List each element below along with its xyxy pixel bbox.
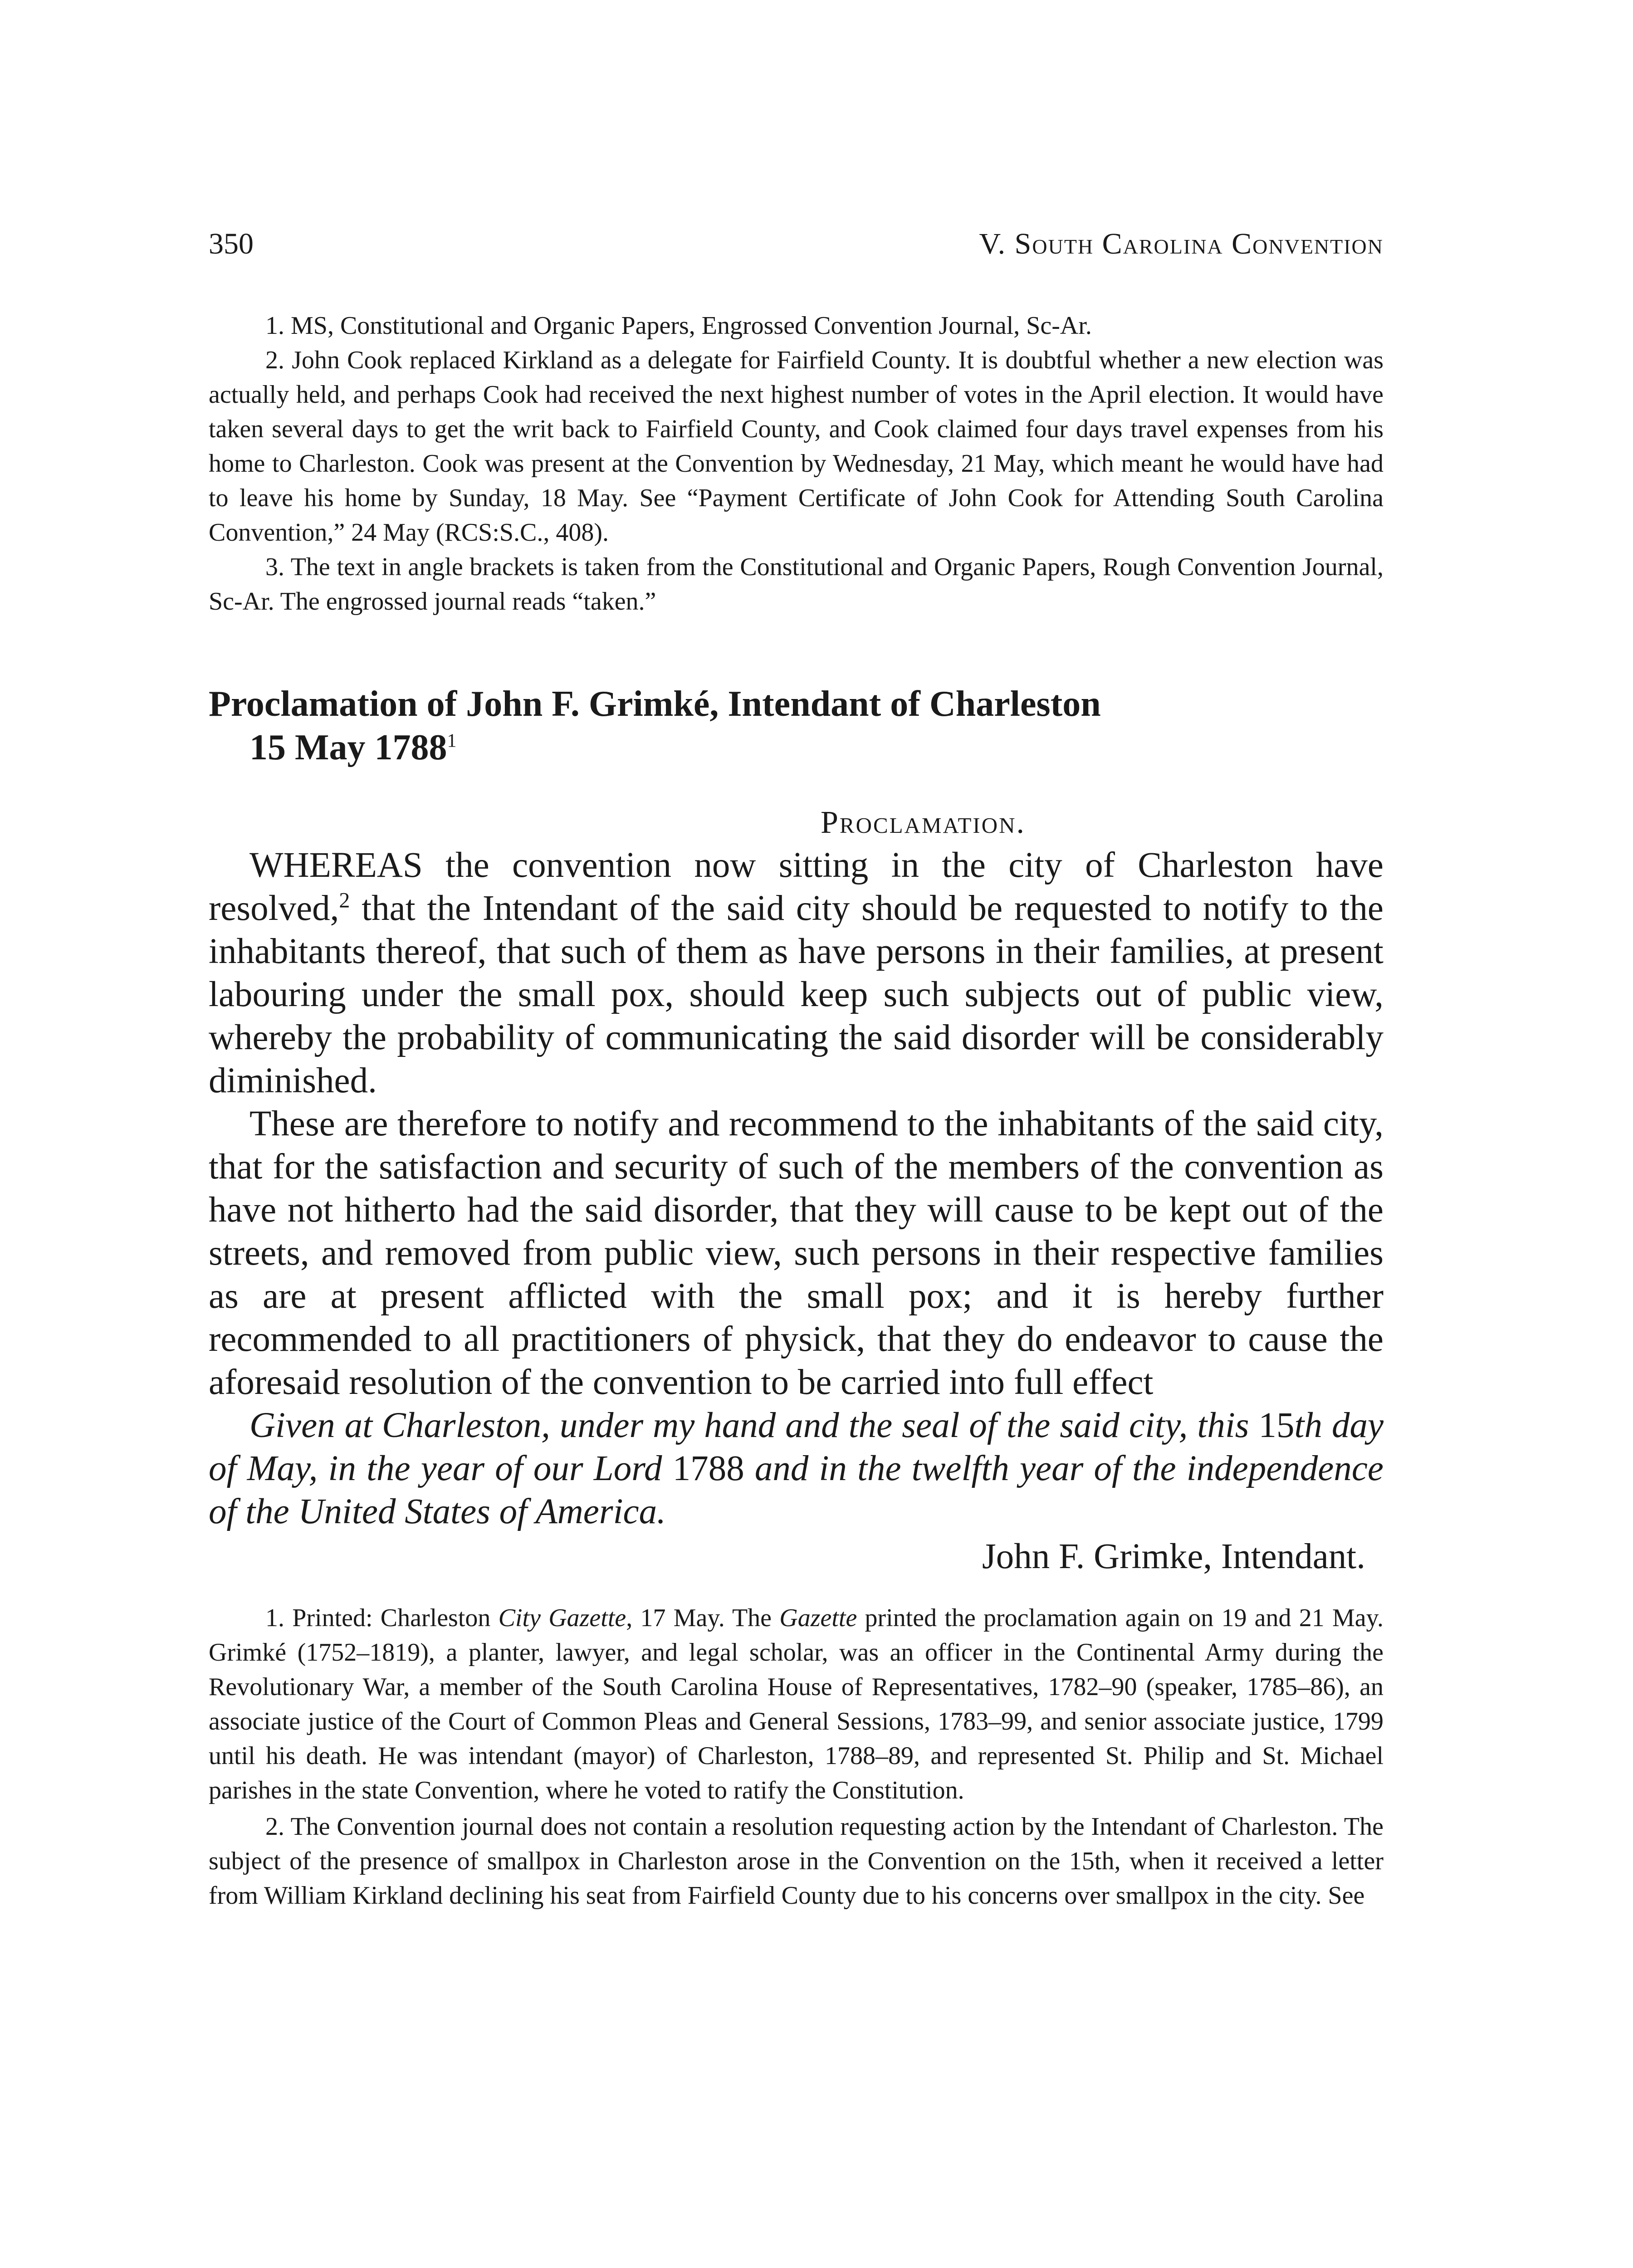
footnote: 2. The Convention journal does not contain a resolution requesting action by the Intendant of Charleston. The subject of the presence of smallpox in Charleston arose in the Convention on the 15th, when it received a letter from William Kirkland declining his seat from Fairfield County due to his concerns over smallpox in the city. See — [209, 1813, 1384, 1910]
footnote-text: 1. Printed: Charleston — [265, 1604, 499, 1632]
footnote-citation: City Gazette — [498, 1604, 626, 1632]
given-text: th day of May, in the year of our Lord — [209, 1406, 1384, 1488]
para1-note-ref[interactable]: 2 — [339, 888, 350, 913]
page-number: 350 — [209, 227, 254, 260]
paragraph — [209, 844, 1384, 1102]
footnote: 1. MS, Constitutional and Organic Papers, Engrossed Convention Journal, Sc-Ar. — [265, 312, 1092, 340]
heading-date: 15 May 1788 — [249, 728, 447, 767]
para1-text-cont: that the Intendant of the said city should be requested to notify to the inhabitants thereof, that such of them as have persons in their families, at present labouring under the small pox, should keep such subjects out of public view, whereby the probability of communicating the said disorder will be considerably diminished. — [209, 889, 1384, 1100]
given-text: Given at Charleston, under my hand and the seal of the said city, this — [249, 1406, 1259, 1445]
given-at-paragraph — [209, 1404, 1384, 1533]
footnote: 3. The text in angle brackets is taken from the Constitutional and Organic Papers, Rough Convention Journal, Sc-Ar. The engrossed journal reads “taken.” — [209, 553, 1384, 616]
footnote-text: printed the proclamation again on 19 and 21 May. Grimké (1752–1819), a planter, lawyer, and legal scholar, was an officer in the Continental Army during the Revolutionary War, a member of the South Carolina House of Representatives, 1782–90 (speaker, 1785–86), an associate justice of the Court of Common Pleas and General Sessions, 1783–99, and senior associate justice, 1799 until his death. He was intendant (mayor) of Charleston, 1788–89, and represented St. Philip and St. Michael parishes in the state Convention, where he voted to ratify the Constitution. — [209, 1604, 1384, 1804]
heading-date-line — [209, 726, 1384, 769]
footnote-text: , 17 May. The — [626, 1604, 780, 1632]
top-footnotes — [209, 308, 1384, 619]
proclamation-title: Proclamation. — [820, 805, 1026, 840]
paragraph: These are therefore to notify and recommend to the inhabitants of the said city, that for the satisfaction and security of such of the members of the convention as have not hitherto had the said disorder, that they will cause to be kept out of the streets, and removed from public view, such persons in their respective families as are at present afflicted with the small pox; and it is hereby further recommended to all practitioners of physick, that they do endeavor to cause the aforesaid resolution of the convention to be carried into full effect — [209, 1104, 1384, 1402]
footnote: 2. John Cook replaced Kirkland as a delegate for Fairfield County. It is doubtful whether a new election was actually held, and perhaps Cook had received the next highest number of votes in the April election. It would have taken several days to get the writ back to Fairfield County, and Cook claimed four days travel expenses from his home to Charleston. Cook was present at the Convention by Wednesday, 21 May, which meant he would have had to leave his home by Sunday, 18 May. See “Payment Certificate of John Cook for Attending South Carolina Convention,” 24 May (RCS:S.C., 408). — [209, 346, 1384, 547]
document-heading — [209, 682, 1384, 769]
heading-title: Proclamation of John F. Grimké, Intendant of Charleston — [209, 684, 1101, 724]
heading-note-ref[interactable]: 1 — [447, 730, 457, 752]
proclamation-body — [209, 844, 1384, 1578]
running-title: V. South Carolina Convention — [979, 227, 1384, 260]
footnote-citation: Gazette — [779, 1604, 857, 1632]
para1-text: WHEREAS the convention now sitting in the city of Charleston have resolved, — [209, 846, 1384, 928]
given-day: 15 — [1258, 1406, 1295, 1445]
given-year: 1788 — [672, 1449, 744, 1488]
signature-line: John F. Grimke, Intendant. — [982, 1537, 1365, 1576]
document-page — [209, 227, 1384, 1913]
running-head — [209, 227, 1384, 277]
given-text: and in the twelfth year of the independence of the United States of America. — [209, 1449, 1384, 1531]
footnote — [209, 1601, 1384, 1808]
bottom-footnotes — [209, 1601, 1384, 1913]
